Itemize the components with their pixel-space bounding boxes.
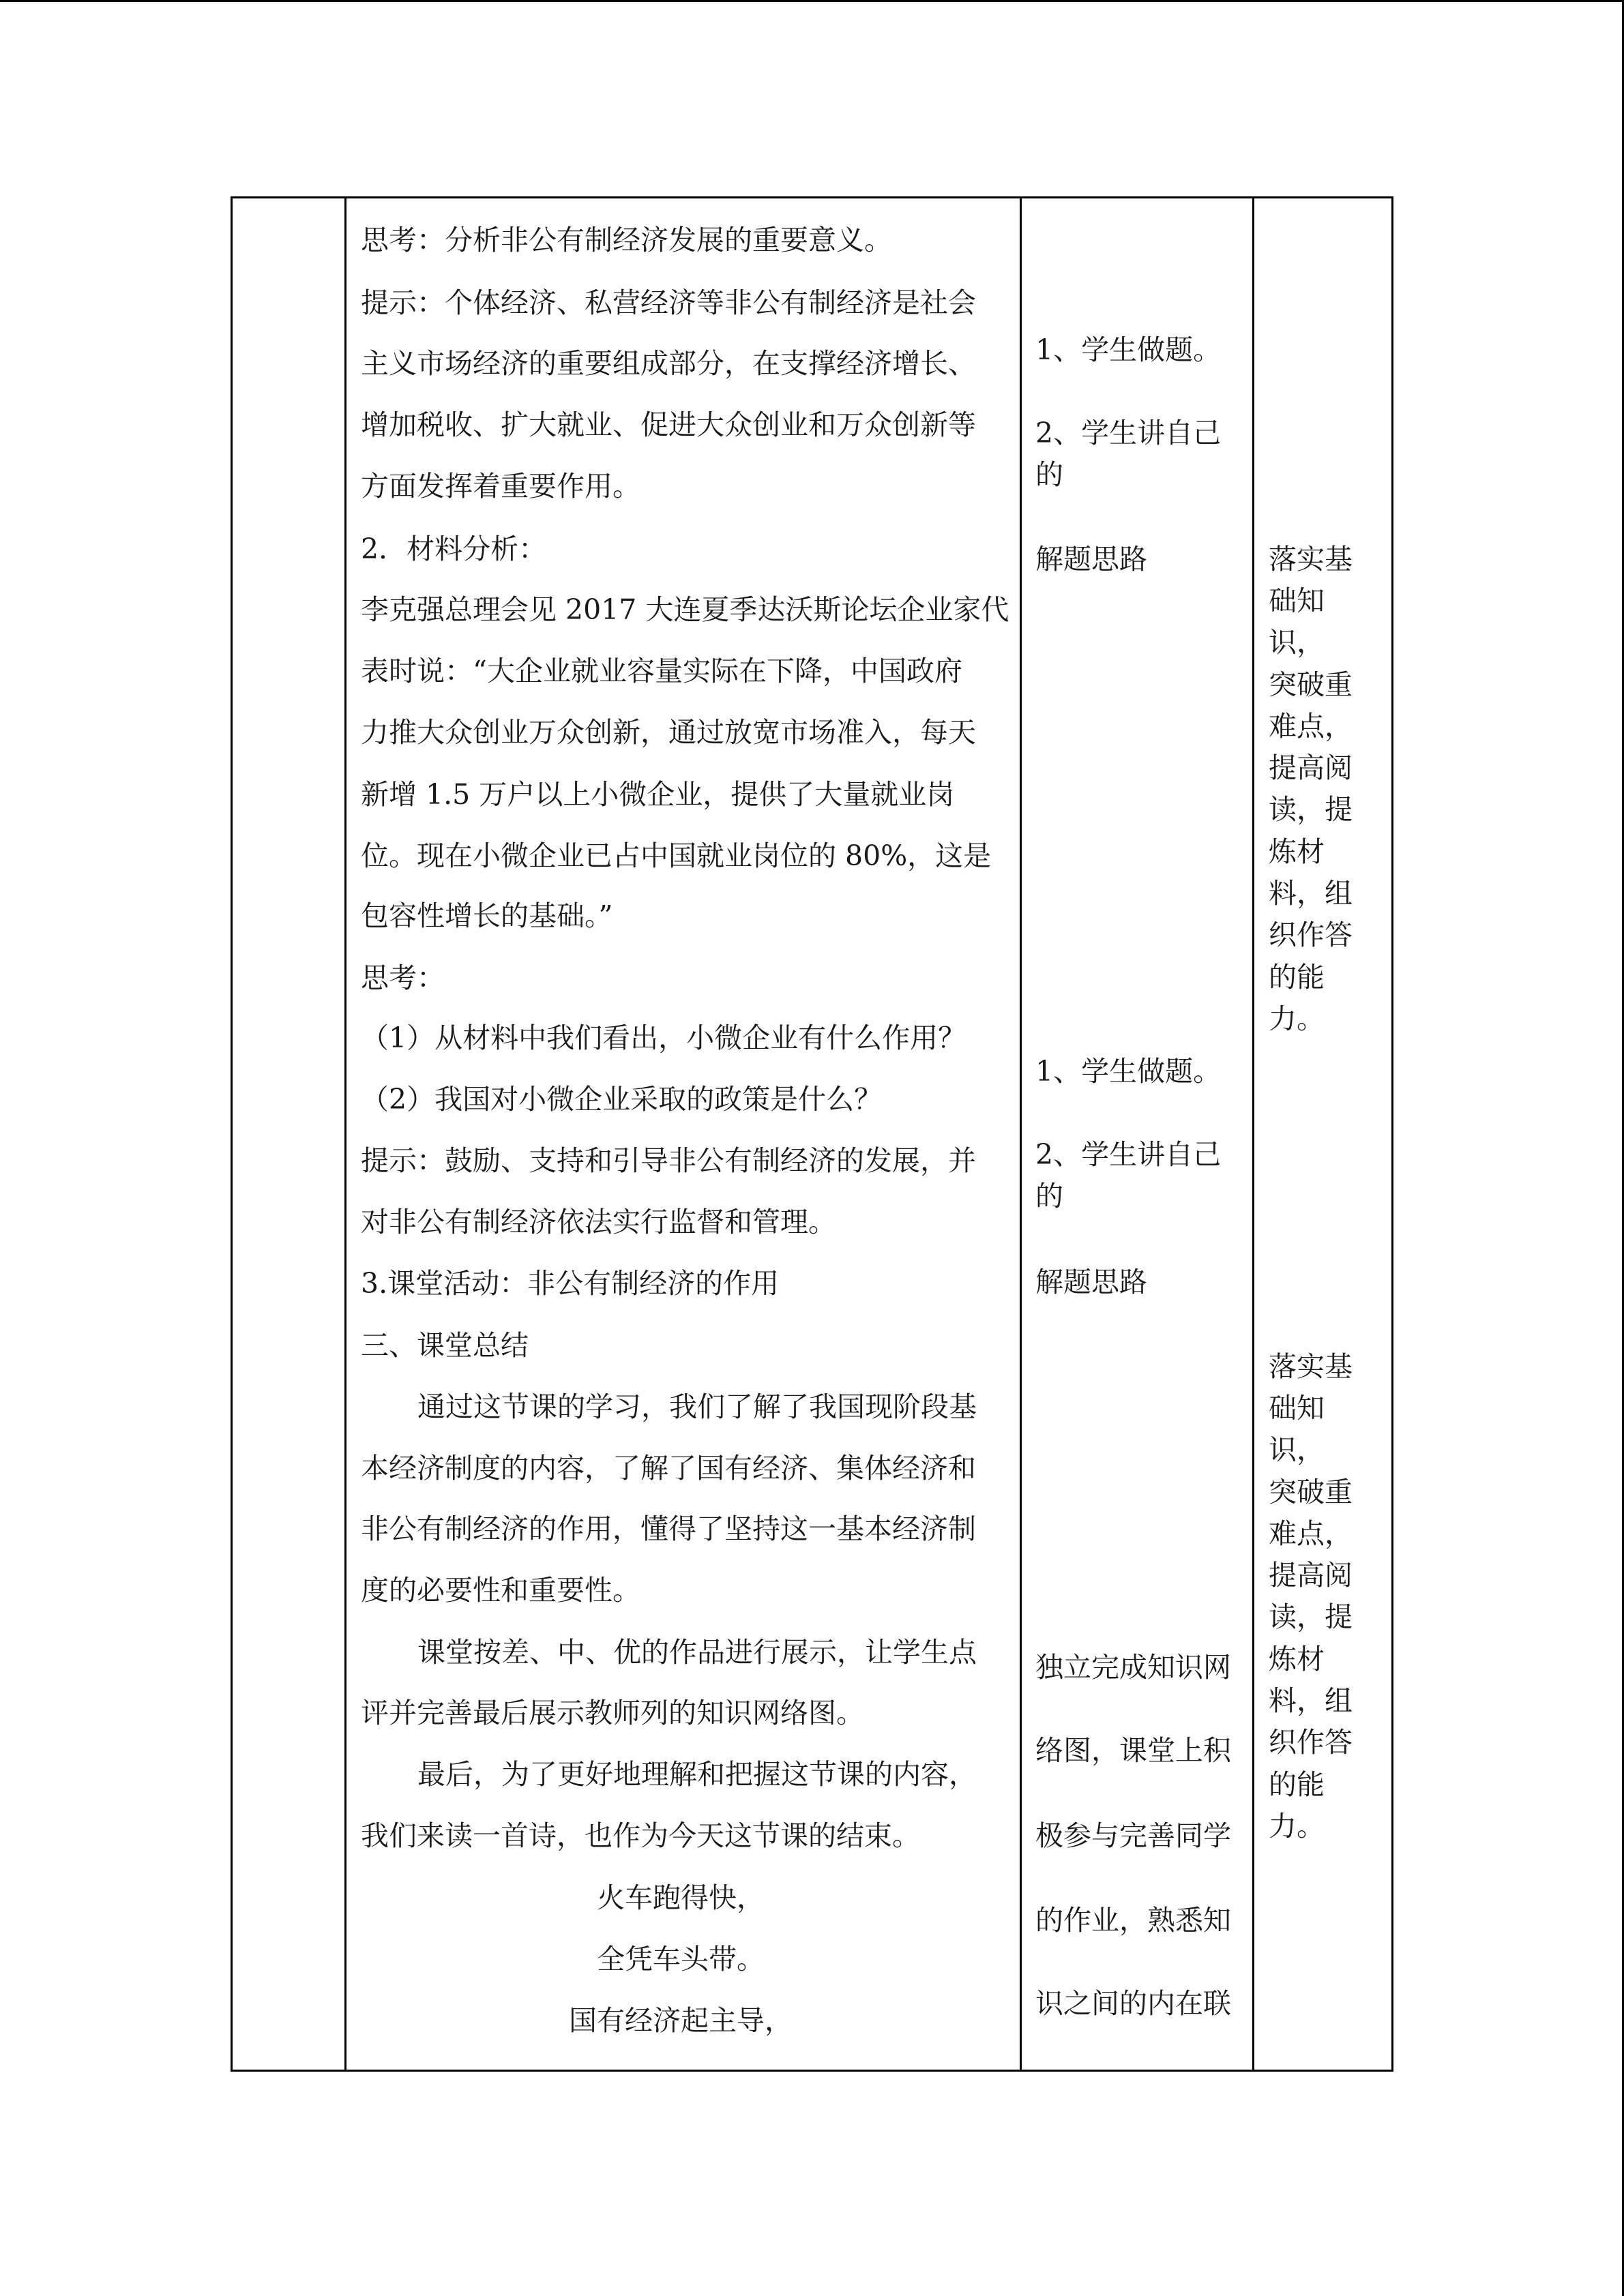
content-line: 包容性增长的基础。”	[361, 899, 613, 932]
content-line: 最后，为了更好地理解和把握这节课的内容，	[417, 1758, 977, 1791]
poem-line: 全凭车头带。	[597, 1943, 765, 1976]
intent-line: 读，提	[1269, 1600, 1353, 1633]
content-line: 李克强总理会见 2017 大连夏季达沃斯论坛企业家代	[361, 593, 1009, 626]
intent-line: 难点，	[1269, 710, 1353, 743]
poem-line: 火车跑得快，	[597, 1881, 765, 1914]
section-heading: 三、课堂总结	[361, 1329, 529, 1362]
content-line: 非公有制经济的作用，懂得了坚持这一基本经济制	[361, 1512, 976, 1545]
content-line: 提示：鼓励、支持和引导非公有制经济的发展，并	[361, 1144, 976, 1177]
poem-line: 国有经济起主导，	[569, 2004, 793, 2037]
activity-line: 1、学生做题。	[1035, 1055, 1222, 1088]
top-border-line	[0, 0, 1624, 2]
activity-line: 识之间的内在联	[1035, 1987, 1231, 2020]
activity-line: 1、学生做题。	[1035, 333, 1222, 366]
intent-line: 料，组	[1269, 1684, 1353, 1717]
content-line: 通过这节课的学习，我们了解了我国现阶段基	[417, 1390, 977, 1423]
content-line: 3.课堂活动：非公有制经济的作用	[361, 1267, 780, 1300]
intent-line: 的能	[1269, 961, 1325, 994]
content-line: 表时说：“大企业就业容量实际在下降，中国政府	[361, 655, 962, 687]
intent-line: 的能	[1269, 1768, 1325, 1801]
intent-line: 提高阅	[1269, 1559, 1353, 1592]
activity-line: 的	[1035, 1180, 1063, 1212]
content-line: 思考：	[361, 961, 445, 994]
intent-line: 力。	[1269, 1002, 1325, 1035]
content-line: 课堂按差、中、优的作品进行展示，让学生点	[417, 1636, 977, 1669]
column-divider-1	[344, 198, 346, 2070]
intent-line: 料，组	[1269, 877, 1353, 910]
activity-line: 极参与完善同学	[1035, 1819, 1231, 1852]
activity-line: 的作业，熟悉知	[1035, 1904, 1231, 1937]
content-line: 度的必要性和重要性。	[361, 1574, 640, 1607]
intent-line: 炼材	[1269, 835, 1325, 868]
activity-line: 独立完成知识网	[1035, 1651, 1231, 1684]
content-line: 本经济制度的内容，了解了国有经济、集体经济和	[361, 1452, 976, 1485]
content-line: 增加税收、扩大就业、促进大众创业和万众创新等	[361, 408, 976, 441]
intent-line: 础知	[1269, 584, 1325, 617]
activity-line: 络图，课堂上积	[1035, 1734, 1231, 1767]
activity-line: 解题思路	[1035, 543, 1147, 576]
content-line: 对非公有制经济依法实行监督和管理。	[361, 1206, 836, 1238]
column-divider-3	[1252, 198, 1254, 2070]
intent-line: 突破重	[1269, 1476, 1353, 1508]
intent-line: 落实基	[1269, 1350, 1353, 1383]
intent-line: 织作答	[1269, 919, 1353, 951]
content-line: 提示：个体经济、私营经济等非公有制经济是社会	[361, 286, 976, 319]
intent-line: 落实基	[1269, 543, 1353, 576]
activity-line: 2、学生讲自己	[1035, 1138, 1222, 1171]
intent-line: 础知	[1269, 1392, 1325, 1425]
activity-line: 解题思路	[1035, 1266, 1147, 1298]
content-line: 2．材料分析：	[361, 533, 547, 565]
activity-line: 的	[1035, 458, 1063, 491]
column-divider-2	[1020, 198, 1022, 2070]
content-line: 位。现在小微企业已占中国就业岗位的 80%，这是	[361, 839, 992, 872]
content-line: （1）从材料中我们看出，小微企业有什么作用？	[361, 1022, 966, 1054]
intent-line: 织作答	[1269, 1726, 1353, 1759]
intent-line: 提高阅	[1269, 751, 1353, 784]
content-line: （2）我国对小微企业采取的政策是什么？	[361, 1083, 883, 1116]
content-line: 主义市场经济的重要组成部分，在支撑经济增长、	[361, 347, 976, 380]
content-line: 力推大众创业万众创新，通过放宽市场准入，每天	[361, 716, 976, 749]
content-line: 评并完善最后展示教师列的知识网络图。	[361, 1697, 864, 1729]
intent-line: 识，	[1269, 1433, 1325, 1466]
intent-line: 突破重	[1269, 668, 1353, 701]
intent-line: 力。	[1269, 1810, 1325, 1843]
content-line: 思考：分析非公有制经济发展的重要意义。	[361, 224, 892, 256]
intent-line: 识，	[1269, 626, 1325, 659]
intent-line: 读，提	[1269, 793, 1353, 826]
intent-line: 炼材	[1269, 1643, 1325, 1675]
activity-line: 2、学生讲自己	[1035, 417, 1222, 449]
content-line: 新增 1.5 万户以上小微企业，提供了大量就业岗	[361, 778, 955, 811]
intent-line: 难点，	[1269, 1517, 1353, 1550]
content-line: 方面发挥着重要作用。	[361, 470, 640, 503]
content-line: 我们来读一首诗，也作为今天这节课的结束。	[361, 1819, 920, 1852]
